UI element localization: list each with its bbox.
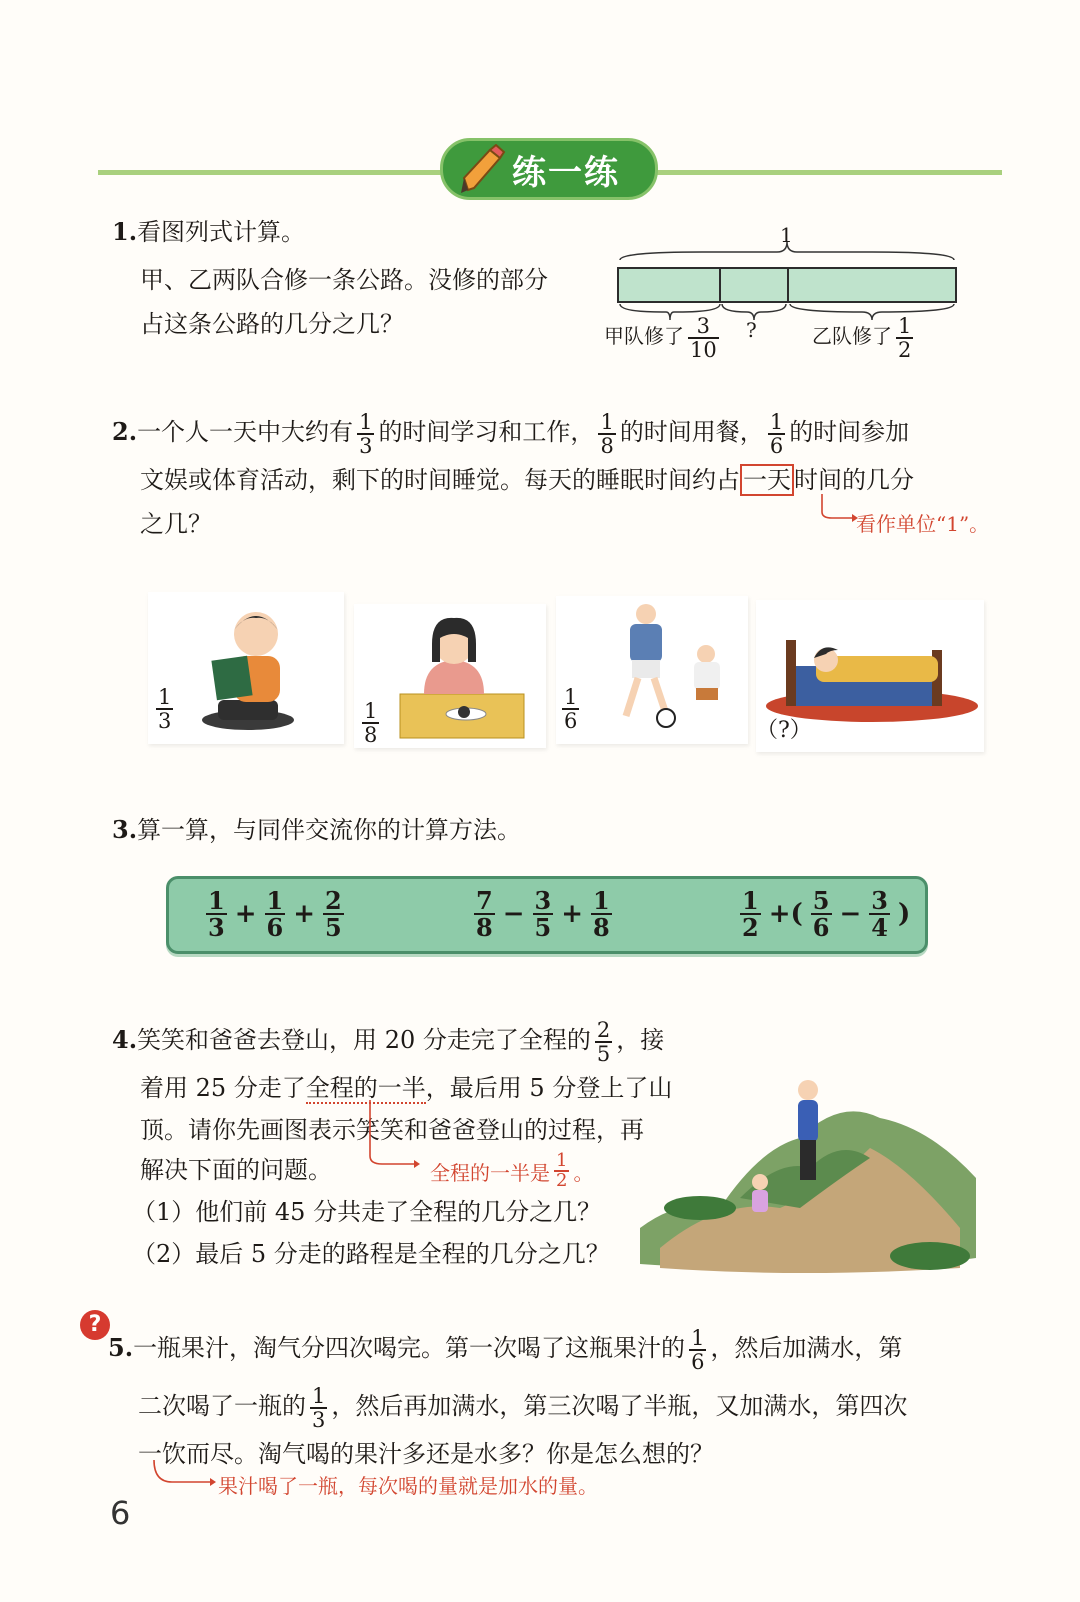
- question-mark-icon: ?: [88, 1312, 102, 1337]
- card-meal-fraction: $\frac{1}{8}$: [364, 699, 378, 747]
- q2-fraction-sport: $\frac{1}{6}$: [769, 409, 784, 458]
- card-sport-fraction: $\frac{1}{6}$: [564, 685, 578, 733]
- q2-line1: 2.一个人一天中大约有 $\frac{1}{3}$ 的时间学习和工作， $\frac{1}{8}$ 的时间用餐， $\frac{1}{6}$ 的时间参加: [112, 409, 910, 458]
- q5-line1: 5.一瓶果汁，淘气分四次喝完。第一次喝了这瓶果汁的 $\frac{1}{6}$ ，然后加满水，第: [108, 1325, 903, 1374]
- q5-note-arrow: [150, 1460, 220, 1500]
- q2-note-arrow: [818, 494, 858, 524]
- q2-boxed-word: 一天: [740, 464, 794, 496]
- yi-fraction: $\frac{1}{2}$: [898, 313, 912, 362]
- card-study: [148, 592, 344, 744]
- thinking-question-badge: [80, 1310, 110, 1340]
- q3-number: 3.: [112, 815, 138, 844]
- expression-1: $\frac{1}{3}$ + $\frac{1}{6}$ + $\frac{2}{5}$: [208, 886, 342, 942]
- diagram-yi-label: 乙队修了 $\frac{1}{2}$: [812, 313, 912, 362]
- card-meal: [354, 604, 546, 748]
- mountain-hike-illustration: [640, 1078, 980, 1278]
- q2-fraction-study: $\frac{1}{3}$: [359, 409, 373, 458]
- q2-fraction-meal: $\frac{1}{8}$: [600, 409, 614, 458]
- expression-3: $\frac{1}{2}$ +( $\frac{5}{6}$ − $\frac{3}{4}$ ): [742, 886, 911, 942]
- q2-note: 看作单位“1”。: [856, 512, 990, 536]
- q4-subquestion-1: （1）他们前 45 分共走了全程的几分之几？: [132, 1198, 602, 1226]
- section-header: [440, 138, 658, 200]
- q5-note: 果汁喝了一瓶，每次喝的量就是加水的量。: [218, 1474, 598, 1498]
- q4-note: 全程的一半是 $\frac{1}{2}$ 。: [430, 1150, 594, 1191]
- q1-heading: [112, 210, 305, 254]
- diagram-jia-label: 甲队修了 $\frac{3}{10}$: [604, 313, 717, 362]
- q4-underlined: 全程的一半: [305, 1074, 426, 1102]
- header-rule-left: [98, 170, 458, 175]
- q1-line1: 甲、乙两队合修一条公路。没修的部分: [140, 266, 548, 294]
- q1-number: 1.: [112, 217, 138, 246]
- card-sleep-label: （?）: [756, 718, 812, 743]
- q4-fraction: $\frac{2}{5}$: [596, 1017, 611, 1066]
- q4-line4: 解决下面的问题。: [140, 1156, 332, 1184]
- q4-note-arrow: [364, 1100, 424, 1170]
- father-son-soccer-illustration: [556, 596, 748, 744]
- card-sleep: [756, 600, 984, 752]
- q4-number: 4.: [112, 1025, 138, 1054]
- q3-heading: [112, 808, 521, 852]
- q5-line3: 一饮而尽。淘气喝的果汁多还是水多？你是怎么想的？: [138, 1440, 714, 1468]
- q4-line1: 4.笑笑和爸爸去登山，用 20 分走完了全程的 $\frac{2}{5}$ ，接: [112, 1017, 665, 1066]
- jia-fraction: $\frac{3}{10}$: [690, 313, 717, 362]
- q5-fraction-1: $\frac{1}{6}$: [691, 1325, 705, 1374]
- q5-fraction-2: $\frac{1}{3}$: [312, 1383, 326, 1432]
- expression-2: $\frac{7}{8}$ − $\frac{3}{5}$ + $\frac{1}{8}$: [476, 886, 610, 942]
- q5-line2: 二次喝了一瓶的 $\frac{1}{3}$ ，然后再加满水，第三次喝了半瓶，又加满水，第四次: [138, 1383, 908, 1432]
- header-rule-right: [640, 170, 1002, 175]
- q2-line2: 文娱或体育活动，剩下的时间睡觉。每天的睡眠时间约占 一天 时间的几分: [140, 466, 914, 494]
- pencil-icon: [460, 144, 506, 194]
- q2-line3: 之几？: [140, 510, 212, 538]
- q2-number: 2.: [112, 417, 138, 446]
- q3-title: 算一算，与同伴交流你的计算方法。: [137, 816, 522, 844]
- diagram-unknown-label: ?: [746, 318, 757, 342]
- diagram-total-label: 1: [780, 223, 793, 247]
- boy-reading-illustration: [148, 592, 344, 744]
- q1-line2: 占这条公路的几分之几？: [140, 310, 404, 338]
- q4-subquestion-2: （2）最后 5 分走的路程是全程的几分之几？: [132, 1240, 610, 1268]
- card-sport: [556, 596, 748, 744]
- q4-line3: 顶。请你先画图表示笑笑和爸爸登山的过程，再: [140, 1116, 644, 1144]
- page-number: 6: [110, 1494, 131, 1532]
- q5-number: 5.: [108, 1333, 134, 1362]
- girl-eating-illustration: [354, 604, 546, 748]
- card-study-fraction: $\frac{1}{3}$: [158, 685, 172, 733]
- q4-line2: 着用 25 分走了全程的一半，最后用 5 分登上了山: [140, 1074, 673, 1102]
- q1-title: 看图列式计算。: [137, 218, 306, 246]
- section-title: 练一练: [512, 152, 620, 193]
